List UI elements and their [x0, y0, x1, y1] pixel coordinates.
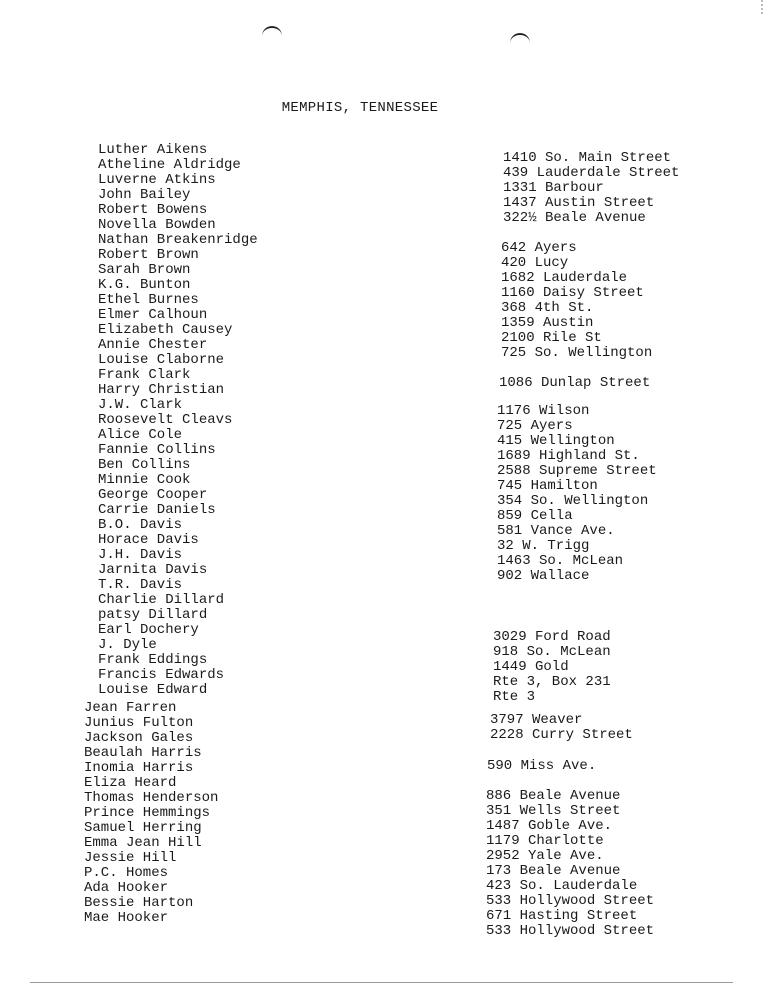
name-entry: Novella Bowden [98, 217, 216, 233]
name-entry: patsy Dillard [98, 607, 208, 623]
address-entry: 1410 So. Main Street [503, 150, 672, 166]
name-entry: Frank Eddings [98, 652, 208, 668]
address-entry: 2588 Supreme Street [497, 463, 657, 479]
address-entry: 902 Wallace [497, 568, 590, 584]
name-entry: P.C. Homes [84, 865, 169, 881]
address-entry: 886 Beale Avenue [486, 788, 621, 804]
address-entry: 415 Wellington [497, 433, 615, 449]
name-entry: Ada Hooker [84, 880, 169, 896]
name-entry: Jessie Hill [84, 850, 177, 866]
name-entry: Sarah Brown [98, 262, 191, 278]
names-column-b [84, 701, 218, 926]
address-entry: 1449 Gold [493, 659, 569, 675]
name-entry: Annie Chester [98, 337, 208, 353]
name-entry: Jean Farren [84, 700, 177, 716]
address-entry: 1463 So. McLean [497, 553, 624, 569]
page-edge-perforation [0, 0, 763, 14]
address-entry: 1437 Austin Street [503, 195, 655, 211]
address-entry: 581 Vance Ave. [497, 523, 615, 539]
name-entry: Eliza Heard [84, 775, 177, 791]
address-entry: 3029 Ford Road [493, 629, 611, 645]
address-entry: 725 Ayers [497, 418, 573, 434]
name-entry: Louise Claborne [98, 352, 225, 368]
punch-hole-mark [510, 33, 530, 47]
name-entry: Jarnita Davis [98, 562, 208, 578]
name-entry: Fannie Collins [98, 442, 216, 458]
name-entry: Frank Clark [98, 367, 191, 383]
address-entry: 2100 Rile St [501, 330, 602, 346]
name-entry: K.G. Bunton [98, 277, 191, 293]
name-entry: Atheline Aldridge [98, 157, 241, 173]
name-entry: Robert Brown [98, 247, 199, 263]
name-entry: Ben Collins [98, 457, 191, 473]
name-entry: Harry Christian [98, 382, 225, 398]
name-entry: Emma Jean Hill [84, 835, 202, 851]
name-entry: Roosevelt Cleavs [98, 412, 233, 428]
name-entry: Junius Fulton [84, 715, 194, 731]
name-entry: Francis Edwards [98, 667, 225, 683]
address-entry: 173 Beale Avenue [486, 863, 621, 879]
address-group-2 [501, 241, 652, 361]
address-group-4 [497, 404, 657, 584]
name-entry: J.W. Clark [98, 397, 183, 413]
page-title: MEMPHIS, TENNESSEE [281, 100, 439, 116]
names-column-a [98, 143, 258, 698]
address-entry: 671 Hasting Street [486, 908, 638, 924]
address-entry: 2952 Yale Ave. [486, 848, 604, 864]
name-entry: Elmer Calhoun [98, 307, 208, 323]
address-entry: 1160 Daisy Street [501, 285, 644, 301]
address-entry: 725 So. Wellington [501, 345, 653, 361]
address-entry: 1176 Wilson [497, 403, 590, 419]
address-entry: 351 Wells Street [486, 803, 621, 819]
address-entry: 1331 Barbour [503, 180, 604, 196]
name-entry: Inomia Harris [84, 760, 194, 776]
address-group-3 [499, 376, 650, 391]
name-entry: Charlie Dillard [98, 592, 225, 608]
address-entry: 1359 Austin [501, 315, 594, 331]
address-entry: 1179 Charlotte [486, 833, 604, 849]
address-group-8 [486, 789, 654, 939]
address-group-1 [503, 151, 679, 226]
name-entry: Bessie Harton [84, 895, 194, 911]
address-group-6 [490, 713, 633, 743]
name-entry: J. Dyle [98, 637, 157, 653]
address-entry: 590 Miss Ave. [487, 758, 597, 774]
name-entry: Minnie Cook [98, 472, 191, 488]
name-entry: Horace Davis [98, 532, 199, 548]
name-entry: Luverne Atkins [98, 172, 216, 188]
address-entry: 533 Hollywood Street [486, 923, 655, 939]
name-entry: John Bailey [98, 187, 191, 203]
name-entry: B.O. Davis [98, 517, 183, 533]
name-entry: Elizabeth Causey [98, 322, 233, 338]
name-entry: Carrie Daniels [98, 502, 216, 518]
address-entry: 3797 Weaver [490, 712, 583, 728]
name-entry: J.H. Davis [98, 547, 183, 563]
address-entry: 439 Lauderdale Street [503, 165, 680, 181]
name-entry: Prince Hemmings [84, 805, 211, 821]
address-entry: 423 So. Lauderdale [486, 878, 638, 894]
address-entry: 420 Lucy [501, 255, 569, 271]
punch-hole-mark [262, 26, 282, 40]
name-entry: Ethel Burnes [98, 292, 199, 308]
address-entry: 32 W. Trigg [497, 538, 590, 554]
address-group-7 [487, 759, 596, 774]
name-entry: Alice Cole [98, 427, 183, 443]
address-entry: 859 Cella [497, 508, 573, 524]
address-entry: 642 Ayers [501, 240, 577, 256]
address-entry: 533 Hollywood Street [486, 893, 655, 909]
name-entry: Samuel Herring [84, 820, 202, 836]
name-entry: Earl Dochery [98, 622, 199, 638]
address-entry: 1682 Lauderdale [501, 270, 628, 286]
address-entry: 1689 Highland St. [497, 448, 640, 464]
address-entry: 1487 Goble Ave. [486, 818, 613, 834]
name-entry: Louise Edward [98, 682, 208, 698]
name-entry: George Cooper [98, 487, 208, 503]
address-entry: 322½ Beale Avenue [503, 210, 646, 226]
name-entry: Mae Hooker [84, 910, 169, 926]
address-entry: 1086 Dunlap Street [499, 375, 651, 391]
address-group-5 [493, 630, 611, 705]
address-entry: Rte 3, Box 231 [493, 674, 611, 690]
address-entry: 368 4th St. [501, 300, 594, 316]
bottom-rule [30, 982, 733, 983]
name-entry: Robert Bowens [98, 202, 208, 218]
name-entry: Thomas Henderson [84, 790, 219, 806]
name-entry: Luther Aikens [98, 142, 208, 158]
name-entry: Nathan Breakenridge [98, 232, 258, 248]
name-entry: Beaulah Harris [84, 745, 202, 761]
address-entry: Rte 3 [493, 689, 536, 705]
address-entry: 354 So. Wellington [497, 493, 649, 509]
address-entry: 2228 Curry Street [490, 727, 633, 743]
name-entry: Jackson Gales [84, 730, 194, 746]
name-entry: T.R. Davis [98, 577, 183, 593]
address-entry: 918 So. McLean [493, 644, 611, 660]
address-entry: 745 Hamilton [497, 478, 598, 494]
